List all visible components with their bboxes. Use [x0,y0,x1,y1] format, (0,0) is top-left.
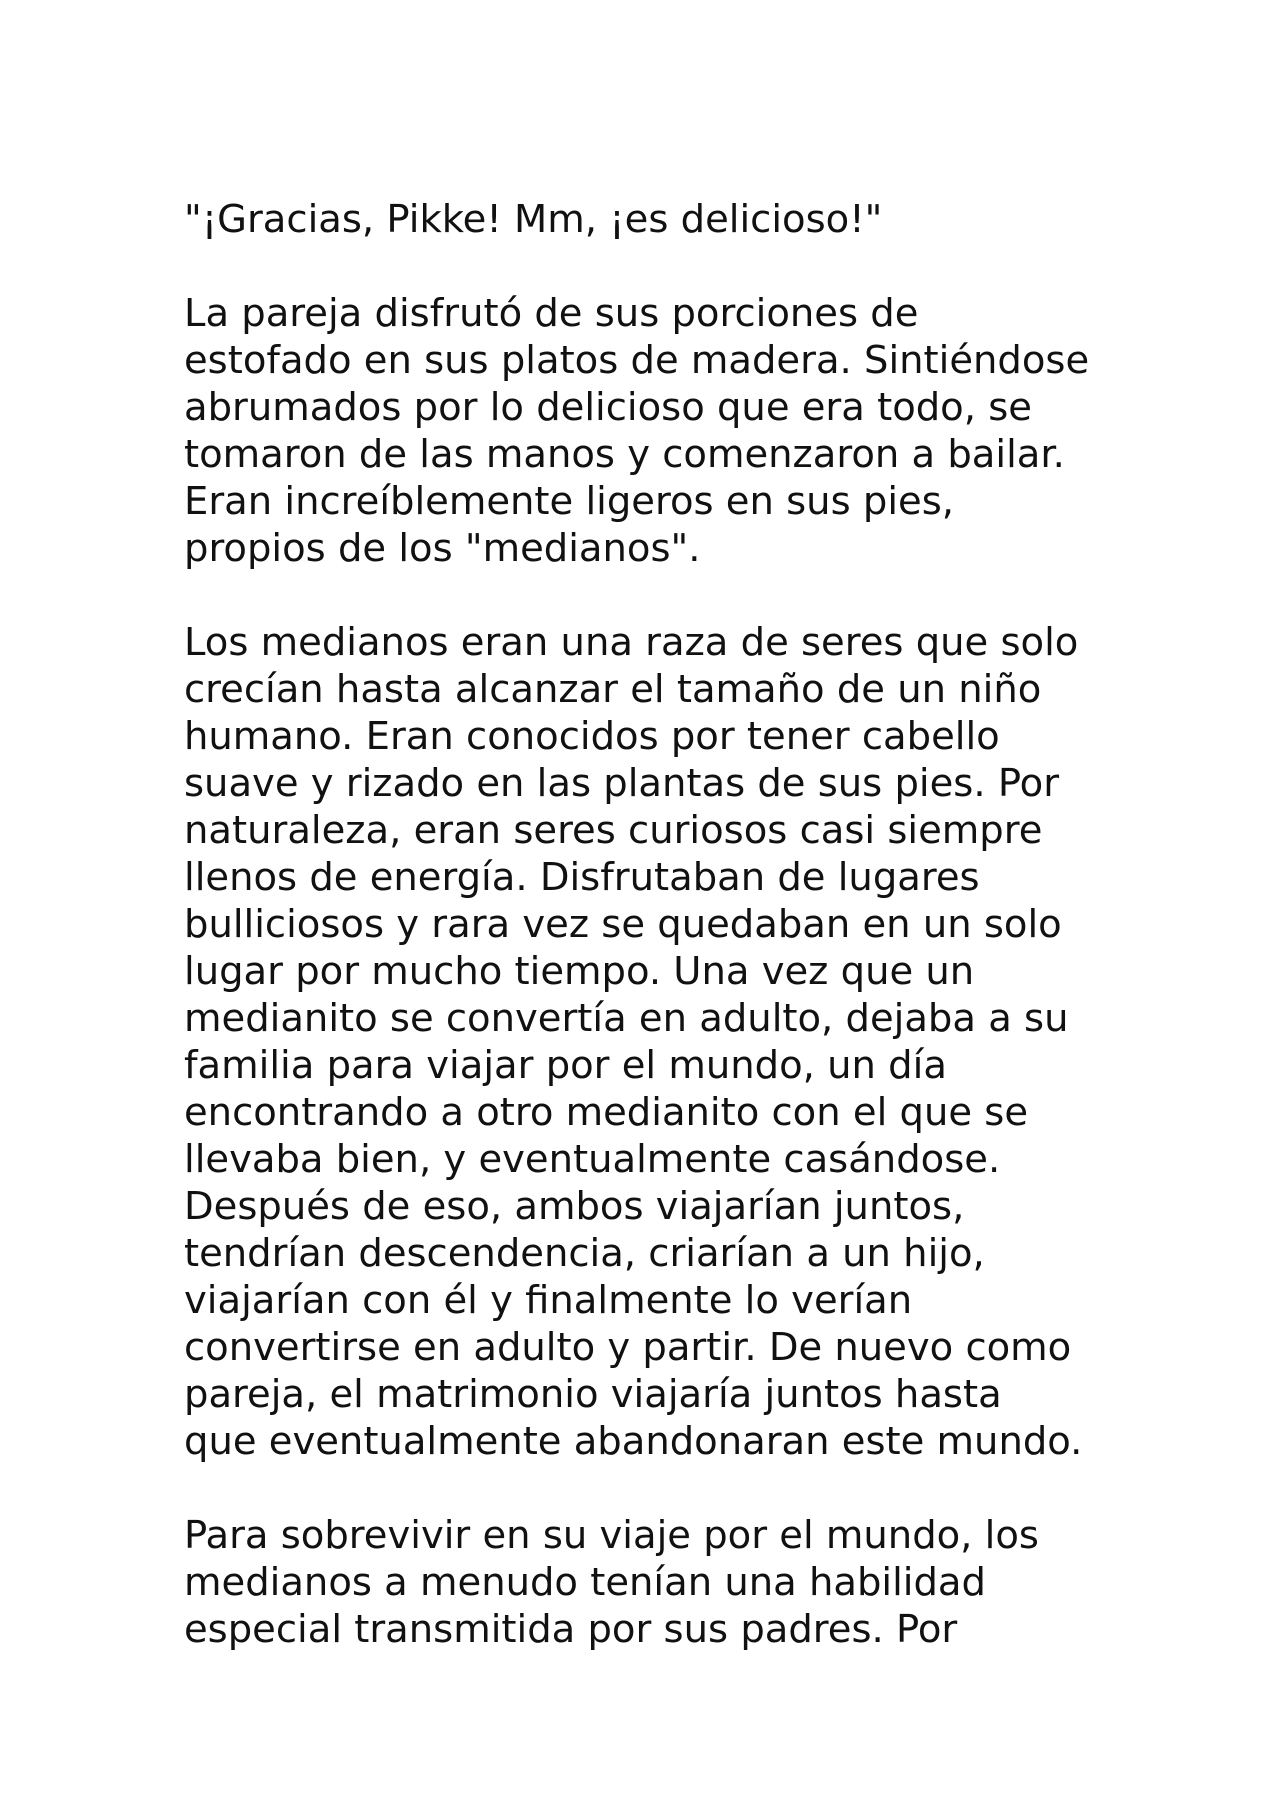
text-line: Los medianos eran una raza de seres que solo [184,620,1079,665]
text-line: "¡Gracias, Pikke! Mm, ¡es delicioso!" [184,197,883,242]
paragraph-survival [184,1512,1184,1653]
text-line: humano. Eran conocidos por tener cabello [184,714,1000,759]
text-line: crecían hasta alcanzar el tamaño de un niño [184,667,1042,712]
text-line: abrumados por lo delicioso que era todo, se [184,385,1032,430]
text-line: suave y rizado en las plantas de sus pies. Por [184,761,1060,806]
text-line: Eran increíblemente ligeros en sus pies, [184,479,954,524]
text-line: convertirse en adulto y partir. De nuevo como [184,1325,1072,1370]
text-line: especial transmitida por sus padres. Por [184,1607,958,1652]
text-line: estofado en sus platos de madera. Sintiéndose [184,338,1090,383]
text-line: tendrían descendencia, criarían a un hijo, [184,1231,985,1276]
text-line: familia para viajar por el mundo, un día [184,1043,947,1088]
text-line: llenos de energía. Disfrutaban de lugares [184,855,980,900]
text-line: que eventualmente abandonaran este mundo. [184,1419,1083,1464]
text-line: Después de eso, ambos viajarían juntos, [184,1184,965,1229]
text-line: La pareja disfrutó de sus porciones de [184,291,919,336]
text-line: llevaba bien, y eventualmente casándose. [184,1137,1001,1182]
text-line: lugar por mucho tiempo. Una vez que un [184,949,975,994]
body-text [184,196,1184,1700]
paragraph-dance [184,290,1184,572]
text-line: bulliciosos y rara vez se quedaban en un solo [184,902,1062,947]
paragraph-dialogue [184,196,1184,243]
text-line: medianito se convertía en adulto, dejaba a su [184,996,1069,1041]
paragraph-medianos [184,619,1184,1465]
text-line: encontrando a otro medianito con el que se [184,1090,1029,1135]
text-line: Para sobrevivir en su viaje por el mundo, los [184,1513,1039,1558]
text-line: medianos a menudo tenían una habilidad [184,1560,986,1605]
text-line: naturaleza, eran seres curiosos casi siempre [184,808,1043,853]
text-line: pareja, el matrimonio viajaría juntos hasta [184,1372,1002,1417]
text-line: viajarían con él y finalmente lo verían [184,1278,913,1323]
text-line: propios de los "medianos". [184,526,701,571]
text-line: tomaron de las manos y comenzaron a bailar. [184,432,1065,477]
